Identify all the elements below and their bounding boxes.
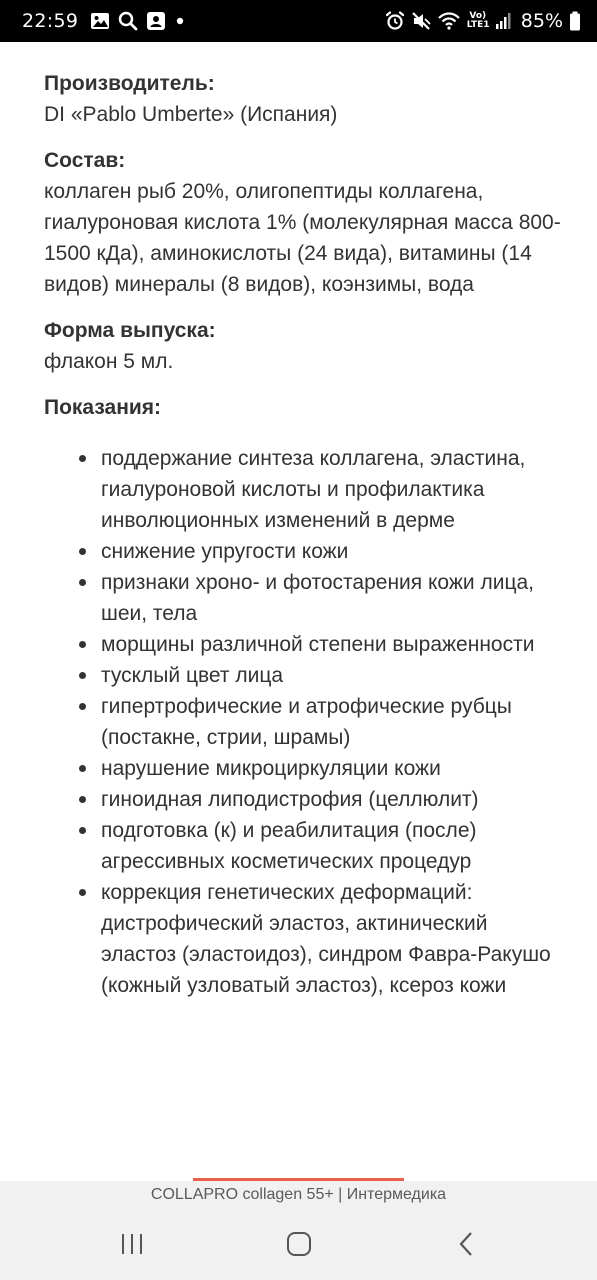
composition-text: коллаген рыб 20%, олигопептиды коллагена, гиалуроновая кислота 1% (молекулярная масса 800- 1500 кДа), аминокислоты (24 вида), витамины (14 видов) минералы (8 видов), коэнзимы, вода <box>44 180 561 296</box>
composition-section <box>44 145 564 300</box>
alarm-icon <box>385 11 405 31</box>
contact-icon <box>146 11 166 31</box>
release-form-title: Форма выпуска: <box>44 319 216 342</box>
list-item: снижение упругости кожи <box>101 536 564 567</box>
list-item: гипертрофические и атрофические рубцы (постакне, стрии, шрамы) <box>101 691 564 753</box>
network-label <box>467 12 489 30</box>
status-time: 22:59 <box>22 10 79 32</box>
indications-title: Показания: <box>44 396 162 419</box>
list-item: подготовка (к) и реабилитация (после) агрессивных косметических процедур <box>101 815 564 877</box>
battery-icon <box>569 11 581 31</box>
list-item: нарушение микроциркуляции кожи <box>101 753 564 784</box>
list-item: признаки хроно- и фотостарения кожи лица, шеи, тела <box>101 567 564 629</box>
indications-section <box>44 392 564 1001</box>
home-button[interactable] <box>274 1226 324 1266</box>
recent-apps-icon <box>119 1232 145 1261</box>
product-description <box>44 68 564 1016</box>
mute-icon <box>411 11 431 31</box>
status-left <box>22 0 186 42</box>
status-bar <box>0 0 597 42</box>
list-item: коррекция генетических деформаций: дистрофический эластоз, актинический эластоз (эластоидоз), синдром Фавра-Ракушо (кожный узловатый эластоз), ксероз кожи <box>101 877 564 1001</box>
manufacturer-section <box>44 68 564 130</box>
manufacturer-text: DI «Pablo Umberte» (Испания) <box>44 103 338 126</box>
list-item: морщины различной степени выраженности <box>101 629 564 660</box>
list-item: гиноидная липодистрофия (целлюлит) <box>101 784 564 815</box>
wifi-icon <box>437 11 461 31</box>
recent-apps-button[interactable] <box>107 1226 157 1266</box>
release-form-text: флакон 5 мл. <box>44 350 174 373</box>
image-icon <box>90 12 110 30</box>
home-icon <box>286 1231 312 1262</box>
composition-title: Состав: <box>44 149 126 172</box>
status-right <box>385 0 581 42</box>
battery-percent: 85% <box>520 10 563 32</box>
manufacturer-title: Производитель: <box>44 72 215 95</box>
back-button[interactable] <box>441 1226 491 1266</box>
tab-indicator <box>193 1178 404 1181</box>
search-icon <box>118 11 138 31</box>
page-caption[interactable]: COLLAPRO collagen 55+ | Интермедика <box>150 1186 447 1203</box>
indications-list <box>44 443 564 1001</box>
navigation-bar <box>0 1218 597 1274</box>
list-item: поддержание синтеза коллагена, эластина, гиалуроновой кислоты и профилактика инволюционных изменений в дерме <box>101 443 564 536</box>
network-type: Vo) LTE1 <box>466 11 490 30</box>
release-form-section <box>44 315 564 377</box>
signal-icon <box>495 12 511 30</box>
back-icon <box>456 1231 476 1262</box>
list-item: тусклый цвет лица <box>101 660 564 691</box>
dot-icon <box>174 15 186 27</box>
